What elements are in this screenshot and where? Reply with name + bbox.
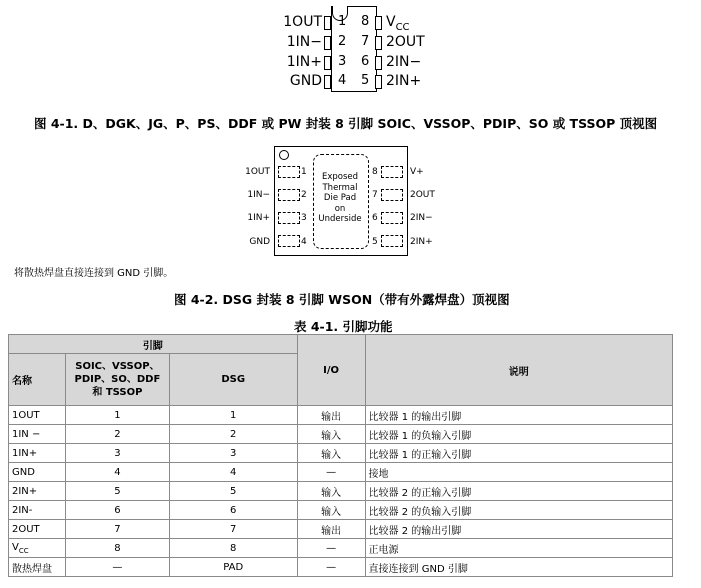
cell-desc: 直接连接到 GND 引脚 <box>365 558 672 577</box>
pin-pad <box>278 166 300 178</box>
cell-desc: 比较器 2 的输出引脚 <box>365 520 672 539</box>
cell-dsg: 5 <box>169 482 297 501</box>
cell-desc: 比较器 1 的负输入引脚 <box>365 425 672 444</box>
table-row <box>9 539 673 558</box>
pin-number: 5 <box>361 73 370 88</box>
cell-soic: 5 <box>65 482 169 501</box>
cell-name: 2OUT <box>9 520 66 539</box>
pin-pad <box>278 189 300 201</box>
table-row <box>9 558 673 577</box>
pin-pad <box>381 189 403 201</box>
header-description: 说明 <box>365 335 672 406</box>
pin-number: 1 <box>338 14 347 29</box>
pin-number: 2 <box>338 34 347 49</box>
figure-caption: 图 4-2. DSG 封装 8 引脚 WSON（带有外露焊盘）顶视图 <box>174 292 510 307</box>
cell-dsg: 2 <box>169 425 297 444</box>
pin-label: 2IN− <box>410 213 433 223</box>
pin-label: GND <box>289 73 322 89</box>
cell-name: 2IN+ <box>9 482 66 501</box>
cell-io: 输出 <box>297 406 365 425</box>
cell-name: 1IN − <box>9 425 66 444</box>
pin-number: 3 <box>338 54 347 69</box>
header-io: I/O <box>297 335 365 406</box>
pin-label: 2IN+ <box>386 73 422 89</box>
pin-label: $V_{CC}$ <box>386 14 410 33</box>
pin-label: GND <box>249 237 270 247</box>
cell-dsg: 1 <box>169 406 297 425</box>
header-dsg: DSG <box>169 354 297 406</box>
cell-name: 2IN- <box>9 501 66 520</box>
cell-io: — <box>297 463 365 482</box>
cell-io: 输入 <box>297 482 365 501</box>
pin-label: 1IN− <box>247 190 270 200</box>
pin-stub <box>324 75 331 89</box>
cell-name: 1IN+ <box>9 444 66 463</box>
pin-stub <box>324 36 331 50</box>
pin-number: 2 <box>301 190 307 200</box>
cell-soic: 4 <box>65 463 169 482</box>
pin-label: 2OUT <box>386 34 425 50</box>
cell-dsg: 4 <box>169 463 297 482</box>
cell-name: 1OUT <box>9 406 66 425</box>
pin1-marker-icon <box>278 149 290 161</box>
pin-label: V+ <box>410 167 424 177</box>
pin-pad <box>278 212 300 224</box>
pin-label: 2IN− <box>386 54 422 70</box>
pin-number: 6 <box>372 213 378 223</box>
pin-number: 3 <box>301 213 307 223</box>
pin-stub <box>375 36 382 50</box>
table-row <box>9 406 673 425</box>
cell-soic: 1 <box>65 406 169 425</box>
pin-label: 2IN+ <box>410 237 433 247</box>
pin-label: 2OUT <box>410 190 435 200</box>
cell-dsg: 6 <box>169 501 297 520</box>
pin-stub <box>375 16 382 30</box>
cell-io: — <box>297 558 365 577</box>
pin-number: 8 <box>372 167 378 177</box>
cell-soic: 6 <box>65 501 169 520</box>
cell-desc: 正电源 <box>365 539 672 558</box>
pin-functions-table <box>8 334 673 577</box>
pin-label: 1OUT <box>283 14 322 30</box>
table-row <box>9 520 673 539</box>
pin-pad <box>381 212 403 224</box>
figure-note: 将散热焊盘直接连接到 GND 引脚。 <box>14 268 174 279</box>
cell-desc: 比较器 2 的正输入引脚 <box>365 482 672 501</box>
pin-label: 1IN+ <box>247 213 270 223</box>
table-title: 表 4-1. 引脚功能 <box>294 319 393 334</box>
pin-number: 4 <box>338 73 347 88</box>
pin-number: 1 <box>301 167 307 177</box>
cell-soic: — <box>65 558 169 577</box>
cell-desc: 接地 <box>365 463 672 482</box>
header-soic: SOIC、VSSOP、PDIP、SO、DDF 和 TSSOP <box>65 354 169 406</box>
pin-number: 6 <box>361 54 370 69</box>
table-row <box>9 501 673 520</box>
cell-desc: 比较器 1 的输出引脚 <box>365 406 672 425</box>
cell-soic: 3 <box>65 444 169 463</box>
pin-number: 7 <box>361 34 370 49</box>
pin-stub <box>324 16 331 30</box>
cell-soic: 7 <box>65 520 169 539</box>
cell-io: 输出 <box>297 520 365 539</box>
cell-name: 散热焊盘 <box>9 558 66 577</box>
pin-pad <box>278 235 300 247</box>
cell-dsg: 7 <box>169 520 297 539</box>
pin-pad <box>381 235 403 247</box>
cell-dsg: PAD <box>169 558 297 577</box>
cell-dsg: 8 <box>169 539 297 558</box>
cell-name: GND <box>9 463 66 482</box>
cell-io: 输入 <box>297 501 365 520</box>
cell-io: 输入 <box>297 425 365 444</box>
pin-number: 4 <box>301 237 307 247</box>
header-group-pins: 引脚 <box>9 335 298 354</box>
cell-desc: 比较器 2 的负输入引脚 <box>365 501 672 520</box>
pin-label: 1IN+ <box>286 54 322 70</box>
cell-soic: 8 <box>65 539 169 558</box>
cell-name: $V_{CC}$ <box>9 539 66 558</box>
figure-caption: 图 4-1. D、DGK、JG、P、PS、DDF 或 PW 封装 8 引脚 SOIC、VSSOP、PDIP、SO 或 TSSOP 顶视图 <box>34 116 658 131</box>
pin-number: 5 <box>372 237 378 247</box>
cell-desc: 比较器 1 的正输入引脚 <box>365 444 672 463</box>
table-row <box>9 425 673 444</box>
cell-dsg: 3 <box>169 444 297 463</box>
pin-label: 1OUT <box>245 167 270 177</box>
pin-number: 8 <box>361 14 370 29</box>
table-row <box>9 463 673 482</box>
cell-io: 输入 <box>297 444 365 463</box>
pin-number: 7 <box>372 190 378 200</box>
pin-stub <box>375 75 382 89</box>
pin-stub <box>324 56 331 70</box>
cell-soic: 2 <box>65 425 169 444</box>
pin-pad <box>381 166 403 178</box>
table-row <box>9 482 673 501</box>
thermal-pad-label: Exposed Thermal Die Pad on Underside <box>318 172 362 224</box>
cell-io: — <box>297 539 365 558</box>
pin-label: 1IN− <box>286 34 322 50</box>
pin-stub <box>375 56 382 70</box>
table-row <box>9 444 673 463</box>
header-name: 名称 <box>9 354 66 406</box>
